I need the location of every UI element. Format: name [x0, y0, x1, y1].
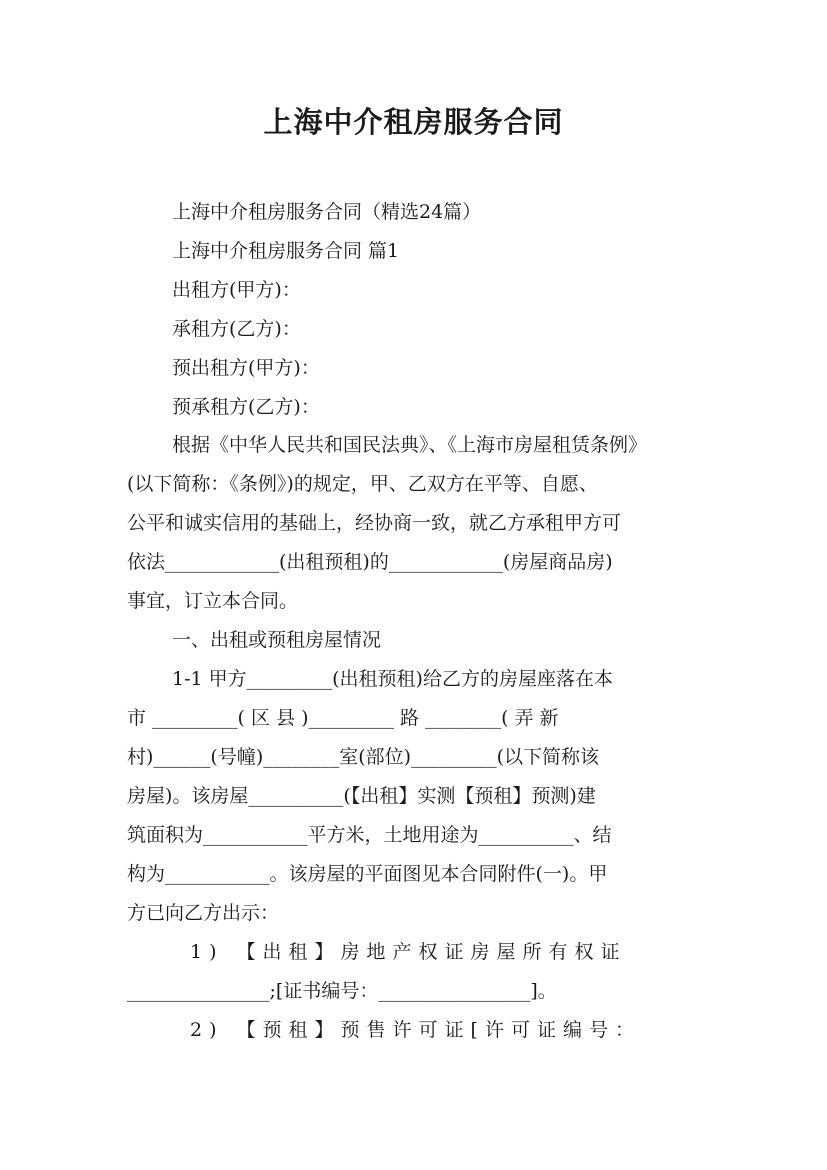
paragraph-line: 构为___________。该房屋的平面图见本合同附件(一)。甲 — [127, 863, 608, 885]
paragraph-line: 1-1 甲方_________(出租预租)给乙方的房屋座落在本 — [172, 668, 613, 690]
section-heading: 上海中介租房服务合同 篇1 — [172, 240, 400, 262]
paragraph-line: (以下简称：《条例》)的规定，甲、乙双方在平等、自愿、 — [127, 473, 598, 495]
paragraph-line: 村)______(号幢)________室(部位)_________(以下简称该 — [127, 746, 599, 768]
subtitle-line: 上海中介租房服务合同（精选24篇） — [172, 201, 482, 223]
paragraph-line: _______________;[证书编号：________________]。 — [127, 980, 557, 1002]
paragraph-line: 市 _________( 区 县 )_________ 路 ________( 弄 新 — [127, 707, 559, 729]
paragraph-line: 事宜，订立本合同。 — [127, 590, 299, 612]
paragraph-line: 根据《中华人民共和国民法典》、《上海市房屋租赁条例》 — [172, 434, 648, 456]
party-lessee: 承租方(乙方)： — [172, 318, 301, 340]
party-lessor: 出租方(甲方)： — [172, 279, 301, 301]
paragraph-line: 房屋)。该房屋__________(【出租】实测【预租】预测)建 — [127, 785, 596, 807]
document-title: 上海中介租房服务合同 — [263, 105, 564, 139]
party-pre-lessee: 预承租方(乙方)： — [172, 396, 320, 418]
party-pre-lessor: 预出租方(甲方)： — [172, 357, 320, 379]
paragraph-line: 公平和诚实信用的基础上，经协商一致，就乙方承租甲方可 — [127, 512, 622, 534]
paragraph-line: 筑面积为___________平方米，土地用途为__________、结 — [127, 824, 612, 846]
paragraph-line: 依法____________(出租预租)的____________(房屋商品房) — [127, 551, 613, 573]
clause-heading: 一、出租或预租房屋情况 — [172, 629, 382, 651]
paragraph-line: 方已向乙方出示： — [127, 902, 280, 924]
list-item-prerent: 2) 【预租】预售许可证[许可证编号： — [190, 1019, 641, 1041]
list-item-rent: 1) 【出租】房地产权证房屋所有权证 — [190, 941, 627, 963]
